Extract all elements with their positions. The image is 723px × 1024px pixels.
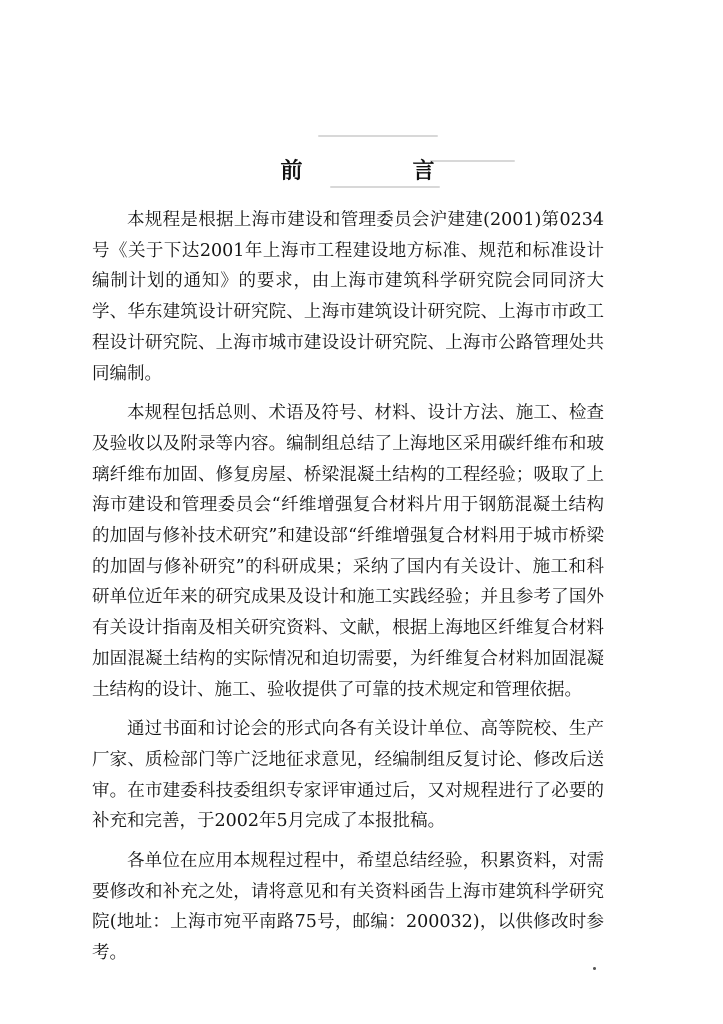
paragraph: 本规程包括总则、术语及符号、材料、设计方法、施工、检查及验收以及附录等内容。编制组总结了上海地区采用碳纤维布和玻璃纤维布加固、修复房屋、桥梁混凝土结构的工程经验；吸取了上海市建设和管理委员会“纤维增强复合材料片用于钢筋混凝土结构的加固与修补技术研究”和建设部“纤维增强复合材料用于城市桥梁的加固与修补研究”的科研成果；采纳了国内有关设计、施工和科研单位近年来的研究成果及设计和施工实践经验；并且参考了国外有关设计指南及相关研究资料、文献，根据上海地区纤维复合材料加固混凝土结构的实际情况和迫切需要，为纤维复合材料加固混凝土结构的设计、施工、验收提供了可靠的技术规定和管理依据。 [92, 403, 604, 700]
scan-smudge [330, 186, 440, 188]
page-title: 前 言 [280, 158, 479, 184]
paragraph: 通过书面和讨论会的形式向各有关设计单位、高等院校、生产厂家、质检部门等广泛地征求意见，经编制组反复讨论、修改后送审。在市建委科技委组织专家评审通过后，又对规程进行了必要的补充和完善，于2002年5月完成了本报批稿。 [92, 719, 604, 832]
page-mark [593, 967, 596, 970]
paragraph: 本规程是根据上海市建设和管理委员会沪建建(2001)第0234号《关于下达2001年上海市工程建设地方标准、规范和标准设计编制计划的通知》的要求，由上海市建筑科学研究院会同同济大学、华东建筑设计研究院、上海市建筑设计研究院、上海市市政工程设计研究院、上海市城市建设设计研究院、上海市公路管理处共同编制。 [92, 210, 604, 384]
scan-smudge [318, 135, 438, 137]
document-body [92, 205, 604, 978]
paragraph: 各单位在应用本规程过程中，希望总结经验，积累资料，对需要修改和补充之处，请将意见和有关资料函告上海市建筑科学研究院(地址：上海市宛平南路75号，邮编：200032)，以供修改时参考。 [92, 851, 604, 964]
